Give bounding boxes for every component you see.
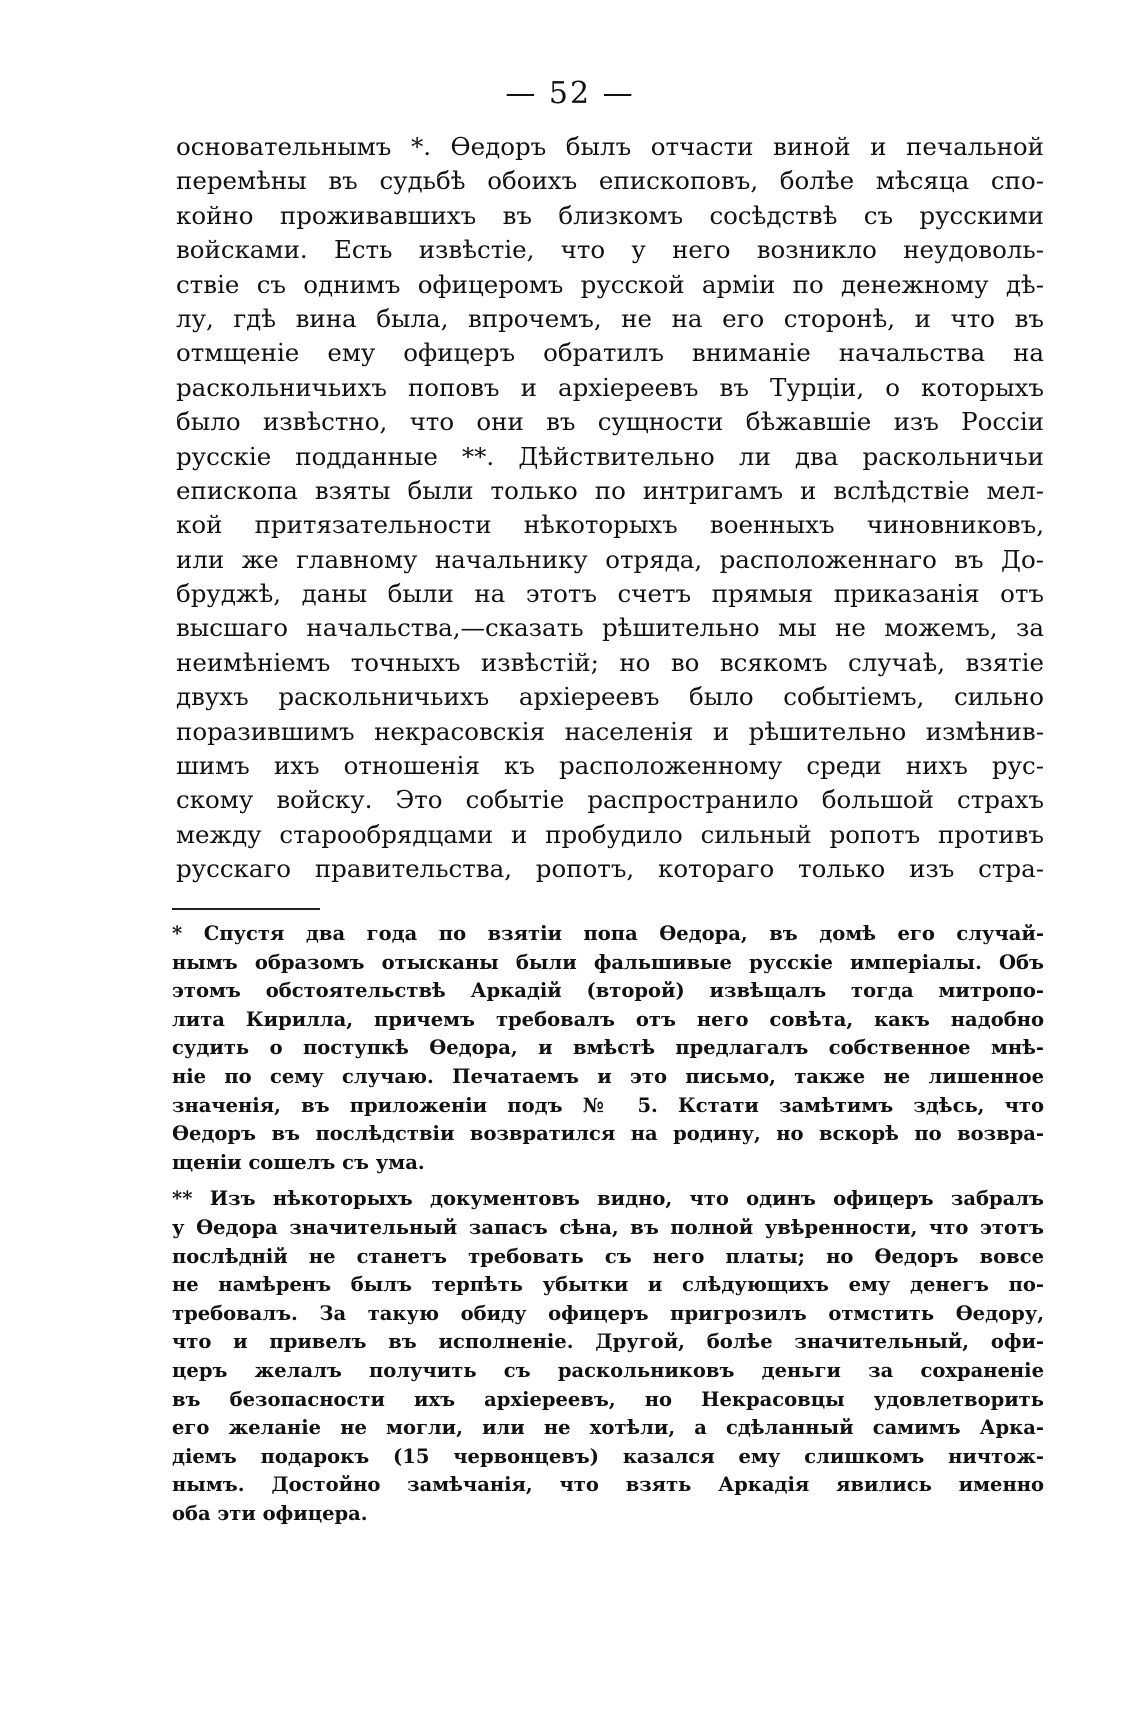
- main-text-line: между старообрядцами и пробудило сильный ропотъ противъ: [176, 819, 1044, 849]
- main-text-line: перемѣны въ судьбѣ обоихъ епископовъ, болѣе мѣсяца спо-: [176, 166, 1044, 196]
- footnote-gap: [172, 1177, 1044, 1185]
- footnote-line: * Спустя два года по взятіи попа Ѳедора, въ домѣ его случай-: [172, 922, 1044, 945]
- footnote-line: что и привелъ въ исполненіе. Другой, болѣе значительный, офи-: [172, 1330, 1044, 1354]
- footnote-line: судить о поступкѣ Ѳедора, и вмѣстѣ предлагалъ собственное мнѣ-: [172, 1036, 1044, 1060]
- footnote-line: значенія, въ приложеніи подъ № 5. Кстати замѣтимъ здѣсь, что: [172, 1093, 1044, 1117]
- main-text-line: поразившимъ некрасовскія населенія и рѣшительно измѣнив-: [176, 716, 1044, 746]
- main-text-line: основательнымъ *. Ѳедоръ былъ отчасти виной и печальной: [176, 132, 1044, 161]
- footnote-2: [172, 1185, 1044, 1528]
- main-text-line: ствіе съ однимъ офицеромъ русской арміи по денежному дѣ-: [176, 269, 1044, 299]
- main-text-line: отмщеніе ему офицеръ обратилъ вниманіе начальства на: [176, 338, 1044, 368]
- footnote-line: ніе по сему случаю. Печатаемъ и это письмо, также не лишенное: [172, 1064, 1044, 1088]
- footnote-line: оба эти офицера.: [172, 1501, 368, 1525]
- main-text: [176, 130, 1044, 887]
- footnote-line: нымъ. Достойно замѣчанія, что взять Аркадія явились именно: [172, 1473, 1044, 1497]
- footnotes: [172, 920, 1044, 1528]
- footnote-line: ** Изъ нѣкоторыхъ документовъ видно, что одинъ офицеръ забралъ: [172, 1187, 1044, 1211]
- main-text-line: раскольничьихъ поповъ и архіереевъ въ Турціи, о которыхъ: [176, 372, 1044, 402]
- main-text-line: неимѣніемъ точныхъ извѣстій; но во всякомъ случаѣ, взятіе: [176, 647, 1044, 677]
- footnote-line: діемъ подарокъ (15 червонцевъ) казался ему слишкомъ ничтож-: [172, 1444, 1044, 1468]
- footnote-line: нымъ образомъ отысканы были фальшивые русскіе имперіалы. Объ: [172, 950, 1044, 974]
- main-text-line: было извѣстно, что они въ сущности бѣжавшіе изъ Россіи: [176, 407, 1044, 437]
- page-number: — 52 —: [505, 76, 635, 111]
- main-text-line: скому войску. Это событіе распространило большой страхъ: [176, 785, 1044, 815]
- footnote-line: требовалъ. За такую обиду офицеръ пригрозилъ отмстить Ѳедору,: [172, 1301, 1044, 1325]
- main-text-line: высшаго начальства,—сказать рѣшительно мы не можемъ, за: [176, 613, 1044, 643]
- footnote-line: не намѣренъ былъ терпѣть убытки и слѣдующихъ ему денегъ по-: [172, 1273, 1044, 1297]
- footnote-1: [172, 920, 1044, 1177]
- footnote-line: Ѳедоръ въ послѣдствіи возвратился на родину, но вскорѣ по возвра-: [172, 1122, 1044, 1146]
- main-text-line: или же главному начальнику отряда, расположеннаго въ До-: [176, 544, 1044, 574]
- main-text-line: шимъ ихъ отношенія къ расположенному среди нихъ рус-: [176, 751, 1044, 781]
- main-text-line: лу, гдѣ вина была, впрочемъ, не на его сторонѣ, и что въ: [176, 303, 1044, 333]
- footnote-line: церъ желалъ получить съ раскольниковъ деньги за сохраненіе: [172, 1358, 1044, 1382]
- footnote-line: этомъ обстоятельствѣ Аркадій (второй) извѣщалъ тогда митропо-: [172, 979, 1044, 1003]
- footnote-line: его желаніе не могли, или не хотѣли, а сдѣланный самимъ Арка-: [172, 1416, 1044, 1440]
- main-text-line: войсками. Есть извѣстіе, что у него возникло неудоволь-: [176, 235, 1044, 265]
- footnote-divider: [172, 908, 320, 910]
- main-text-line: кой притязательности нѣкоторыхъ военныхъ чиновниковъ,: [176, 510, 1044, 540]
- main-text-line: русскіе подданные **. Дѣйствительно ли два раскольничьи: [176, 441, 1044, 471]
- footnote-line: лита Кирилла, причемъ требовалъ отъ него совѣта, какъ надобно: [172, 1007, 1044, 1031]
- footnote-line: послѣдній не станетъ требовать съ него платы; но Ѳедоръ вовсе: [172, 1244, 1044, 1268]
- main-text-line: бруджѣ, даны были на этотъ счетъ прямыя приказанія отъ: [176, 579, 1044, 609]
- main-text-line: койно проживавшихъ въ близкомъ сосѣдствѣ съ русскими: [176, 200, 1044, 230]
- main-text-line: двухъ раскольничьихъ архіереевъ было событіемъ, сильно: [176, 682, 1044, 712]
- footnote-line: въ безопасности ихъ архіереевъ, но Некрасовцы удовлетворить: [172, 1387, 1044, 1411]
- main-text-line: русскаго правительства, ропотъ, котораго только изъ стра-: [176, 854, 1044, 884]
- footnote-line: щеніи сошелъ съ ума.: [172, 1150, 425, 1174]
- main-text-line: епископа взяты были только по интригамъ и вслѣдствіе мел-: [176, 475, 1044, 505]
- footnote-line: у Ѳедора значительный запасъ сѣна, въ полной увѣренности, что этотъ: [172, 1215, 1044, 1239]
